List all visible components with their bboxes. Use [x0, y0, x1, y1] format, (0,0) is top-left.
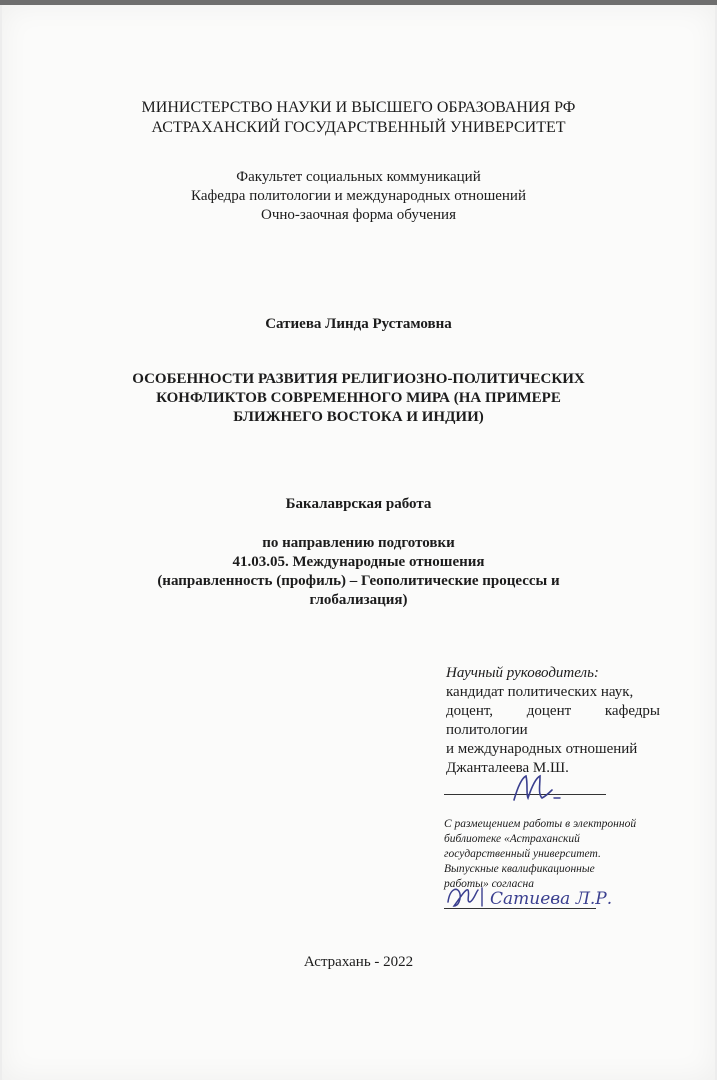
advisor-degree: кандидат политических наук, [446, 684, 634, 700]
advisor-department: политологии [446, 722, 528, 738]
header-block [0, 98, 717, 138]
advisor-position-word: доцент [526, 703, 572, 719]
advisor-position-word: кафедры [604, 703, 660, 719]
work-type: Бакалаврская работа [285, 496, 432, 512]
thesis-title [0, 370, 717, 427]
faculty-block [0, 168, 717, 225]
university-name: АСТРАХАНСКИЙ ГОСУДАРСТВЕННЫЙ УНИВЕРСИТЕТ [151, 119, 566, 136]
consent-line: С размещением работы в электронной [444, 818, 637, 830]
department-name: Кафедра политологии и международных отношений [191, 188, 526, 204]
ministry-name: МИНИСТЕРСТВО НАУКИ И ВЫСШЕГО ОБРАЗОВАНИЯ РФ [141, 99, 576, 116]
study-form: Очно-заочная форма обучения [261, 207, 456, 223]
direction-code: 41.03.05. Международные отношения [232, 554, 485, 570]
consent-line: работы» согласна [444, 878, 534, 890]
advisor-block [446, 664, 660, 778]
consent-line: Выпускные квалификационные [444, 863, 595, 875]
advisor-department: и международных отношений [446, 741, 638, 757]
advisor-name: Джанталеева М.Ш. [446, 760, 569, 776]
advisor-position [446, 702, 660, 721]
direction-intro: по направлению подготовки [262, 535, 455, 551]
footer-place-year: Астрахань - 2022 [303, 954, 414, 970]
consent-line: библиотеке «Астраханский [444, 833, 580, 845]
direction-profile-line: (направленность (профиль) – Геополитические процессы и [157, 573, 560, 589]
student-signature-text: Сатиева Л.Р. [490, 889, 613, 909]
author-name: Сатиева Линда Рустамовна [265, 316, 452, 332]
direction-block [0, 534, 717, 610]
thesis-title-line: ОСОБЕННОСТИ РАЗВИТИЯ РЕЛИГИОЗНО-ПОЛИТИЧЕСКИХ [132, 371, 585, 387]
consent-line: государственный университет. [444, 848, 601, 860]
advisor-position-word: доцент, [446, 703, 494, 719]
advisor-signature [508, 772, 568, 806]
direction-profile-line: глобализация) [309, 592, 408, 608]
student-signature [444, 880, 613, 912]
faculty-name: Факультет социальных коммуникаций [236, 169, 481, 185]
thesis-title-line: КОНФЛИКТОВ СОВРЕМЕННОГО МИРА (НА ПРИМЕРЕ [156, 390, 561, 406]
thesis-title-line: БЛИЖНЕГО ВОСТОКА И ИНДИИ) [233, 409, 484, 425]
advisor-caption: Научный руководитель: [446, 665, 599, 681]
